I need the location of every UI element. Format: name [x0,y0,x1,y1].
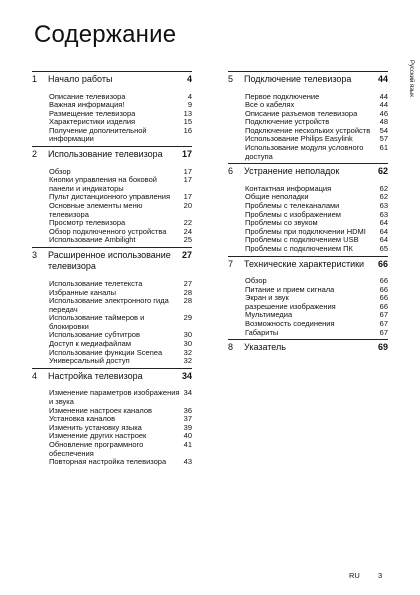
entry-page: 32 [183,347,192,357]
toc-section-heading[interactable] [32,368,192,383]
entry-title: Проблемы с телеканалами [245,200,340,210]
toc-section-heading[interactable] [228,339,388,354]
entry-title: Получение дополнительной информации [49,125,147,144]
entry-title: Все о кабелях [245,100,295,110]
entry-title: Контактная информация [245,183,332,193]
entry-title: Размещение телевизора [49,108,136,118]
toc-entry[interactable] [49,458,192,467]
entry-title: Первое подключение [245,91,320,101]
toc-entry[interactable] [49,357,192,366]
entry-page: 48 [379,117,388,127]
entry-title: Просмотр телевизора [49,218,126,228]
entry-title: Мультимедиа [245,310,293,320]
section-title: Устранение неполадок [244,166,340,177]
language-tab: Русский язык [408,60,414,97]
entry-title: Использование электронного гида передач [49,296,169,314]
entry-page: 62 [379,192,388,202]
entry-page: 66 [379,301,388,311]
entry-title: Экран и звук [245,293,289,303]
entry-page: 61 [379,143,388,153]
toc-section-heading[interactable] [228,256,388,271]
entry-title: Использование функции Scenea [49,347,163,357]
entry-page: 17 [183,192,192,202]
entry-page: 65 [379,243,388,253]
entry-page: 34 [183,388,192,398]
entry-title: Обзор [245,276,267,285]
toc-section-heading[interactable] [228,163,388,178]
entry-page: 57 [379,134,388,144]
entry-page: 64 [379,235,388,245]
entry-title: Проблемы с изображением [245,209,341,219]
section-page: 66 [377,258,388,269]
entry-page: 44 [379,91,388,101]
toc-entry-list [245,185,388,254]
entry-title: Возможность соединения [245,318,335,328]
entry-title: Изменение других настроек [49,431,147,441]
toc-entry[interactable] [49,314,192,331]
toc-section-heading[interactable] [32,247,192,273]
entry-page: 28 [183,287,192,297]
toc-entry-list [245,277,388,337]
toc-section-heading[interactable] [32,146,192,161]
entry-page: 36 [183,405,192,415]
entry-page: 17 [183,175,192,185]
section-number: 7 [228,258,234,269]
entry-page: 66 [379,293,388,303]
entry-page: 15 [183,117,192,127]
toc-entry[interactable] [49,441,192,458]
entry-page: 67 [379,310,388,320]
toc-entry[interactable] [245,329,388,338]
entry-title: Проблемы со звуком [245,218,318,228]
section-title: Указатель [244,342,286,353]
entry-page: 44 [379,100,388,110]
section-title: Настройка телевизора [48,370,143,381]
section-page: 4 [186,74,192,84]
entry-page: 63 [379,209,388,219]
section-number: 2 [32,149,38,160]
toc-entry-list [245,93,388,162]
entry-page: 17 [183,166,192,176]
entry-title: Использование модуля условного доступа [245,143,364,161]
entry-title: Обзор подключенного устройства [49,226,167,236]
entry-title: Использование Philips Easylink [245,134,353,144]
entry-page: 25 [183,235,192,245]
toc-entry[interactable] [49,236,192,245]
entry-title: Габариты [245,327,279,337]
toc-entry[interactable] [49,202,192,219]
entry-page: 22 [183,218,192,228]
entry-title: Проблемы с подключением ПК [245,243,353,253]
entry-page: 66 [379,276,388,285]
entry-title: Описание телевизора [49,91,126,101]
entry-title: Использование таймеров и блокировки [49,313,145,331]
entry-page: 4 [187,91,192,101]
section-number: 6 [228,166,234,177]
entry-title: Доступ к медиафайлам [49,339,131,349]
entry-title: Пульт дистанционного управления [49,192,171,202]
entry-page: 27 [183,278,192,288]
entry-page: 9 [187,100,192,110]
entry-title: Повторная настройка телевизора [49,457,167,467]
entry-title: Подключение устройств [245,117,330,127]
toc-entry[interactable] [49,297,192,314]
section-title: Расширенное использование телевизора [48,249,171,272]
entry-title: Кнопки управления на боковой панели и индикаторы [49,175,157,193]
section-page: 44 [377,74,388,84]
entry-title: Характеристики изделия [49,117,136,127]
entry-title: Изменение параметров изображения и звука [49,388,180,406]
toc-entry[interactable] [245,144,388,161]
entry-page: 37 [183,414,192,424]
entry-title: Использование телетекста [49,278,143,288]
entry-page: 40 [183,431,192,441]
section-page: 17 [181,149,192,160]
entry-page: 64 [379,226,388,236]
entry-title: Универсальный доступ [49,356,130,366]
section-page: 69 [377,342,388,353]
entry-page: 64 [379,218,388,228]
entry-title: Описание разъемов телевизора [245,108,358,118]
entry-page: 29 [183,313,192,323]
entry-page: 63 [379,200,388,210]
footer-language: RU [349,571,360,580]
entry-page: 30 [183,339,192,349]
entry-title: Изменение настроек каналов [49,405,152,415]
toc-right-column [228,71,388,361]
entry-page: 67 [379,318,388,328]
entry-title: Использование субтитров [49,330,140,340]
entry-title: Проблемы с подключением USB [245,235,359,245]
entry-page: 24 [183,226,192,236]
section-title: Подключение телевизора [244,74,352,84]
entry-title: Общие неполадки [245,192,309,202]
section-number: 8 [228,342,234,353]
entry-title: Подключение нескольких устройств [245,125,371,135]
toc-entry-list [49,93,192,145]
toc-entry[interactable] [49,176,192,193]
entry-page: 43 [183,457,192,467]
page-title: Содержание [34,21,177,48]
entry-page: 54 [379,125,388,135]
entry-title: Основные элементы меню телевизора [49,200,143,219]
toc-entry-list [49,168,192,245]
toc-section-heading[interactable] [228,71,388,86]
entry-page: 16 [183,125,192,135]
entry-title: Обзор [49,166,71,176]
entry-title: Обновление программного обеспечения [49,439,144,458]
section-page: 27 [181,249,192,260]
entry-title: Важная информация! [49,100,125,110]
section-number: 3 [32,249,38,260]
section-page: 34 [181,370,192,381]
entry-page: 66 [379,284,388,294]
toc-entry[interactable] [49,389,192,406]
section-title: Использование телевизора [48,149,163,160]
entry-page: 20 [183,200,192,210]
entry-page: 46 [379,108,388,118]
section-title: Технические характеристики [244,258,365,269]
toc-left-column [32,71,192,469]
entry-title: Изменить установку языка [49,422,142,432]
entry-title: Питание и прием сигнала [245,284,335,294]
toc-entry[interactable] [245,245,388,254]
footer-page-number: 3 [378,571,383,580]
entry-title: Использование Ambilight [49,235,136,245]
entry-page: 39 [183,422,192,432]
entry-page: 13 [183,108,192,118]
section-number: 1 [32,74,38,84]
entry-title: Проблемы при подключении HDMI [245,226,366,236]
entry-title: разрешение изображения [245,301,336,311]
entry-page: 62 [379,183,388,193]
entry-page: 32 [183,356,192,366]
section-title: Начало работы [48,74,113,84]
entry-page: 28 [183,296,192,306]
toc-section-heading[interactable] [32,71,192,86]
entry-title: Избранные каналы [49,287,117,297]
entry-page: 67 [379,327,388,337]
section-number: 4 [32,370,38,381]
toc-entry[interactable] [49,127,192,144]
toc-entry-list [49,280,192,366]
entry-page: 30 [183,330,192,340]
entry-page: 41 [183,439,192,449]
toc-entry-list [49,389,192,466]
section-number: 5 [228,74,234,84]
section-page: 62 [377,166,388,177]
entry-title: Установка каналов [49,414,116,424]
